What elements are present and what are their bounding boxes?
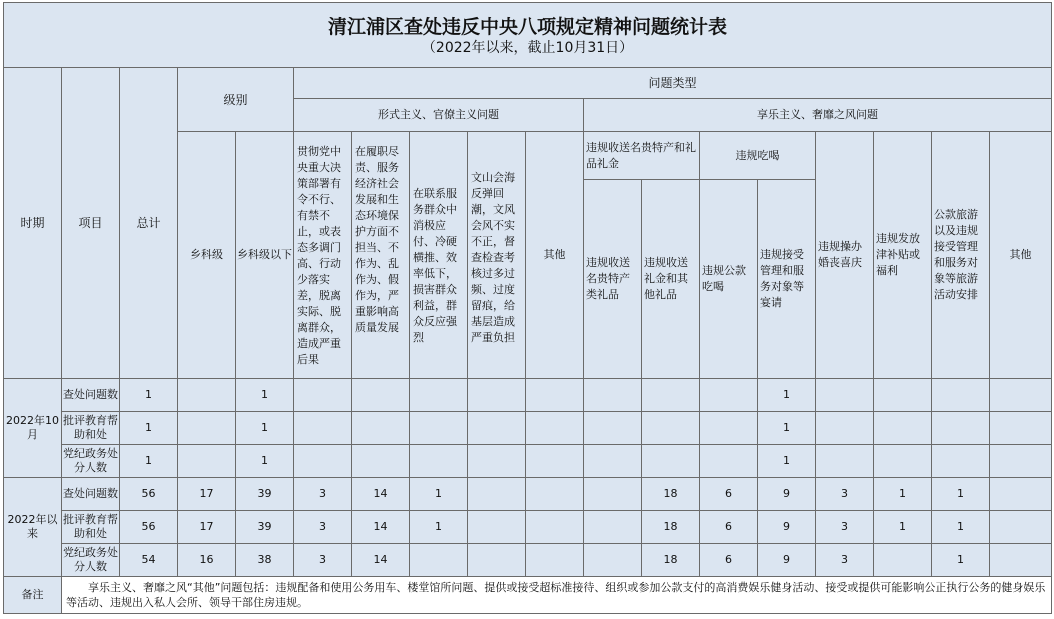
cell-formalism-2: 14 — [352, 544, 410, 577]
header-gift-1: 违规收送名贵特产类礼品 — [584, 180, 642, 379]
cell-hedonism-other — [990, 379, 1052, 412]
cell-gift-2 — [642, 445, 700, 478]
header-subsidy: 违规发放津补贴或福利 — [874, 132, 932, 379]
cell-formalism-3 — [410, 544, 468, 577]
cell-formalism-3 — [410, 412, 468, 445]
cell-formalism-4 — [468, 379, 526, 412]
cell-wedding — [816, 412, 874, 445]
header-formalism: 形式主义、官僚主义问题 — [294, 99, 584, 132]
cell-below-township: 1 — [236, 445, 294, 478]
cell-travel: 1 — [932, 544, 990, 577]
header-formalism-3: 在联系服务群众中消极应付、冷硬横推、效率低下，损害群众利益，群众反应强烈 — [410, 132, 468, 379]
cell-formalism-other — [526, 511, 584, 544]
cell-formalism-4 — [468, 412, 526, 445]
row-item-label: 批评教育帮助和处 — [62, 511, 120, 544]
cell-below-township: 1 — [236, 412, 294, 445]
header-gift-2: 违规收送礼金和其他礼品 — [642, 180, 700, 379]
cell-gift-2: 18 — [642, 511, 700, 544]
cell-total: 54 — [120, 544, 178, 577]
cell-wedding: 3 — [816, 511, 874, 544]
note-label: 备注 — [4, 577, 62, 614]
cell-eat-1 — [700, 412, 758, 445]
cell-gift-2: 18 — [642, 478, 700, 511]
header-hedonism-other: 其他 — [990, 132, 1052, 379]
cell-subsidy: 1 — [874, 478, 932, 511]
header-total: 总计 — [120, 68, 178, 379]
cell-wedding — [816, 379, 874, 412]
cell-hedonism-other — [990, 412, 1052, 445]
cell-township — [178, 412, 236, 445]
cell-eat-1: 6 — [700, 544, 758, 577]
cell-eat-1 — [700, 445, 758, 478]
cell-gift-1 — [584, 511, 642, 544]
header-below-township: 乡科级以下 — [236, 132, 294, 379]
table-subtitle: （2022年以来，截止10月31日） — [421, 39, 634, 56]
table-row — [4, 412, 1052, 445]
cell-township: 17 — [178, 478, 236, 511]
cell-gift-2 — [642, 412, 700, 445]
cell-gift-1 — [584, 379, 642, 412]
cell-formalism-4 — [468, 478, 526, 511]
row-item-label: 党纪政务处分人数 — [62, 544, 120, 577]
cell-formalism-2 — [352, 379, 410, 412]
table-row — [4, 544, 1052, 577]
cell-formalism-3: 1 — [410, 478, 468, 511]
header-hedonism: 享乐主义、奢靡之风问题 — [584, 99, 1052, 132]
cell-formalism-4 — [468, 544, 526, 577]
cell-hedonism-other — [990, 445, 1052, 478]
cell-formalism-2: 14 — [352, 478, 410, 511]
cell-subsidy — [874, 445, 932, 478]
cell-gift-2: 18 — [642, 544, 700, 577]
header-formalism-2: 在履职尽责、服务经济社会发展和生态环境保护方面不担当、不作为、乱作为、假作为，严重影响高质量发展 — [352, 132, 410, 379]
header-period: 时期 — [4, 68, 62, 379]
cell-eat-1 — [700, 379, 758, 412]
statistics-sheet — [3, 2, 1051, 614]
table-title: 清江浦区查处违反中央八项规定精神问题统计表 — [328, 15, 728, 38]
cell-subsidy — [874, 379, 932, 412]
cell-subsidy — [874, 412, 932, 445]
cell-eat-2: 1 — [758, 445, 816, 478]
cell-hedonism-other — [990, 511, 1052, 544]
header-problem-type: 问题类型 — [294, 68, 1052, 99]
header-formalism-4: 文山会海反弹回潮，文风会风不实不正，督查检查考核过多过频、过度留痕，给基层造成严重负担 — [468, 132, 526, 379]
cell-formalism-4 — [468, 445, 526, 478]
cell-total: 56 — [120, 478, 178, 511]
cell-total: 56 — [120, 511, 178, 544]
cell-formalism-4 — [468, 511, 526, 544]
cell-eat-2: 9 — [758, 511, 816, 544]
row-item-label: 批评教育帮助和处 — [62, 412, 120, 445]
cell-total: 1 — [120, 445, 178, 478]
header-eat-group: 违规吃喝 — [700, 132, 816, 180]
cell-total: 1 — [120, 379, 178, 412]
cell-travel: 1 — [932, 478, 990, 511]
cell-formalism-2 — [352, 445, 410, 478]
cell-below-township: 38 — [236, 544, 294, 577]
table-row — [4, 379, 1052, 412]
cell-township: 17 — [178, 511, 236, 544]
cell-gift-1 — [584, 412, 642, 445]
cell-eat-1: 6 — [700, 511, 758, 544]
row-item-label: 查处问题数 — [62, 379, 120, 412]
cell-travel — [932, 379, 990, 412]
cell-travel — [932, 412, 990, 445]
cell-eat-1: 6 — [700, 478, 758, 511]
table-row — [4, 445, 1052, 478]
header-travel: 公款旅游以及违规接受管理和服务对象等旅游活动安排 — [932, 132, 990, 379]
cell-formalism-2: 14 — [352, 511, 410, 544]
row-item-label: 查处问题数 — [62, 478, 120, 511]
header-item: 项目 — [62, 68, 120, 379]
cell-formalism-1: 3 — [294, 511, 352, 544]
header-eat-1: 违规公款吃喝 — [700, 180, 758, 379]
row-item-label: 党纪政务处分人数 — [62, 445, 120, 478]
cell-travel: 1 — [932, 511, 990, 544]
cell-wedding — [816, 445, 874, 478]
cell-subsidy — [874, 544, 932, 577]
cell-gift-2 — [642, 379, 700, 412]
header-formalism-other: 其他 — [526, 132, 584, 379]
cell-formalism-other — [526, 445, 584, 478]
cell-subsidy: 1 — [874, 511, 932, 544]
cell-eat-2: 1 — [758, 379, 816, 412]
period-label: 2022年10月 — [4, 379, 62, 478]
statistics-table — [3, 2, 1052, 614]
header-township: 乡科级 — [178, 132, 236, 379]
cell-eat-2: 1 — [758, 412, 816, 445]
header-eat-2: 违规接受管理和服务对象等宴请 — [758, 180, 816, 379]
cell-formalism-other — [526, 379, 584, 412]
period-label: 2022年以来 — [4, 478, 62, 577]
cell-travel — [932, 445, 990, 478]
cell-formalism-1 — [294, 379, 352, 412]
cell-township: 16 — [178, 544, 236, 577]
cell-formalism-1 — [294, 412, 352, 445]
table-row — [4, 511, 1052, 544]
header-formalism-1: 贯彻党中央重大决策部署有令不行、有禁不止，或表态多调门高、行动少落实差，脱离实际、脱离群众，造成严重后果 — [294, 132, 352, 379]
header-level: 级别 — [178, 68, 294, 132]
cell-below-township: 39 — [236, 478, 294, 511]
cell-below-township: 39 — [236, 511, 294, 544]
cell-below-township: 1 — [236, 379, 294, 412]
cell-formalism-2 — [352, 412, 410, 445]
cell-formalism-1: 3 — [294, 544, 352, 577]
table-title-cell — [4, 3, 1052, 68]
cell-formalism-other — [526, 478, 584, 511]
cell-gift-1 — [584, 445, 642, 478]
cell-hedonism-other — [990, 478, 1052, 511]
cell-gift-1 — [584, 478, 642, 511]
table-row — [4, 478, 1052, 511]
cell-eat-2: 9 — [758, 478, 816, 511]
cell-formalism-3: 1 — [410, 511, 468, 544]
cell-eat-2: 9 — [758, 544, 816, 577]
note-text: 享乐主义、奢靡之风“其他”问题包括：违规配备和使用公务用车、楼堂馆所问题、提供或接受超标准接待、组织或参加公款支付的高消费娱乐健身活动、接受或提供可能影响公正执行公务的健身娱乐等活动、违规出入私人会所、领导干部住房违规。 — [62, 577, 1052, 614]
cell-township — [178, 379, 236, 412]
cell-gift-1 — [584, 544, 642, 577]
cell-formalism-other — [526, 544, 584, 577]
cell-township — [178, 445, 236, 478]
cell-formalism-1: 3 — [294, 478, 352, 511]
cell-wedding: 3 — [816, 544, 874, 577]
cell-formalism-3 — [410, 379, 468, 412]
cell-formalism-3 — [410, 445, 468, 478]
header-gift-group: 违规收送名贵特产和礼品礼金 — [584, 132, 700, 180]
header-wedding: 违规操办婚丧喜庆 — [816, 132, 874, 379]
cell-total: 1 — [120, 412, 178, 445]
cell-formalism-other — [526, 412, 584, 445]
cell-wedding: 3 — [816, 478, 874, 511]
cell-hedonism-other — [990, 544, 1052, 577]
cell-formalism-1 — [294, 445, 352, 478]
